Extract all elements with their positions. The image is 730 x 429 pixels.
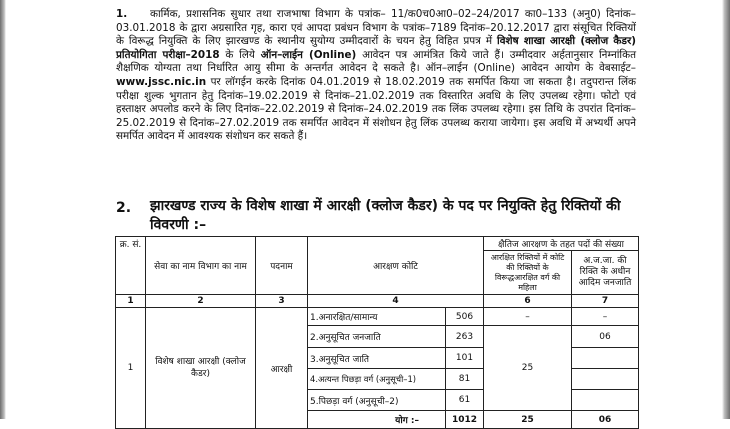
column-number-row [116, 295, 639, 308]
column-number: 7 [572, 295, 639, 308]
header-horizontal-reservation: क्षैतिज आरक्षण के तहत पदों की संख्या [484, 237, 639, 251]
women-cell: – [484, 308, 572, 326]
count-cell: 101 [446, 348, 484, 369]
header-service: सेवा का नाम विभाग का नाम [146, 237, 256, 295]
serial-cell: 1 [116, 308, 146, 429]
tribal-cell [572, 390, 639, 411]
tribal-cell: – [572, 308, 639, 326]
count-cell: 81 [446, 369, 484, 390]
header-post: पदनाम [256, 237, 308, 295]
paragraph-1-text-c: आवेदन पत्र आमंत्रित किये जाते हैं। उम्मीदवार अर्हतानुसार निम्नांकित शैक्षणिक योग्यता तथा निर्धारित आयु सीमा के अन्तर्गत आवेदन दे सकते है। ऑन–लाईन (Online) आवेदन आयोग के वेबसाईट– [116, 48, 636, 75]
table-header-row-1 [116, 237, 639, 251]
total-label: योग :– [308, 411, 446, 429]
service-cell: विशेष शाखा आरक्षी (क्लोज कैडर) [146, 308, 256, 429]
column-number: 4 [308, 295, 484, 308]
tribal-cell [572, 369, 639, 390]
header-serial: क्र. सं. [116, 237, 146, 295]
paragraph-1-text-b: के लिये [225, 48, 255, 61]
category-cell: 4.अत्यन्त पिछड़ा वर्ग (अनुसूची–1) [308, 369, 446, 390]
count-cell: 263 [446, 326, 484, 348]
paragraph-1-text-d: पर लॉगईन करके दिनांक 04.01.2019 से 18.02.2019 तक समर्पित किया जा सकता है। तदुपरान्त लिंक परीक्षा शुल्क भुगतान हेतु दिनांक–19.02.2019 से दिनांक–21.02.2019 तक विस्तारित अवधि के लिए उपलब्ध रहेगा। फोटो एवं हस्ताक्षर अपलोड करने के लिए दिनांक–22.02.2019 से दिनांक–24.02.2019 तक लिंक उपलब्ध रहेगा। इस तिथि के उपरांत दिनांक–25.02.2019 से दिनांक–27.02.2019 तक समर्पित आवेदन में संशोधन हेतु लिंक उपलब्ध कराया जायेगा। इस अवधि में अभ्यर्थी अपने समर्पित आवेदन में आवश्यक संशोधन कर सकते हैं। [116, 75, 636, 143]
scan-edge-left [0, 0, 6, 419]
post-cell: आरक्षी [256, 308, 308, 429]
header-women: आरक्षित रिक्तियों में कोटि की रिक्तियों के विरूद्धआरक्षित वर्ग की महिला [484, 251, 572, 295]
count-cell: 506 [446, 308, 484, 326]
paragraph-1-text-a: कार्मिक, प्रशासनिक सुधार तथा राजभाषा विभाग के पत्रांक– 11/क0च0आ0–02–24/2017 का0–133 (अनु0) दिनांक–03.01.2018 के द्वारा अग्रसारित गृह, कारा एवं आपदा प्रबंधन विभाग के पत्रांक–7189 दिनांक–20.12.2017 द्वारा संसूचित रिक्तियों के विरूद्ध नियुक्ति के लिए झारखण्ड के स्थानीय सुयोग्य उम्मीदवारों के चयन हेतु विहित प्रपत्र में [116, 8, 636, 48]
women-merged-cell: 25 [484, 326, 572, 411]
table-row [116, 308, 639, 326]
category-cell: 2.अनुसूचित जनजाति [308, 326, 446, 348]
tribal-cell [572, 348, 639, 369]
header-category: आरक्षण कोटि [308, 237, 484, 295]
vacancy-table [115, 236, 639, 429]
total-women: 25 [484, 411, 572, 429]
column-number: 1 [116, 295, 146, 308]
category-cell: 3.अनुसूचित जाति [308, 348, 446, 369]
column-number: 2 [146, 295, 256, 308]
exam-name: विशेष शाखा आरक्षी (क्लोज कैडर) प्रतियोगिता परीक्षा–2018 [116, 35, 636, 61]
total-count: 1012 [446, 411, 484, 429]
website-link: www.jssc.nic.in [116, 75, 207, 88]
paragraph-1 [116, 8, 636, 144]
count-cell: 61 [446, 390, 484, 411]
section-2-heading: झारखण्ड राज्य के विशेष शाखा में आरक्षी (क्लोज कैडर) के पद पर नियुक्ति हेतु रिक्तियों की विवरणी :– [150, 198, 621, 233]
category-cell: 5.पिछड़ा वर्ग (अनुसूची–2) [308, 390, 446, 411]
paragraph-1-number: 1. [116, 8, 128, 20]
total-tribal: 06 [572, 411, 639, 429]
online-mode: ऑन–लाईन (Online) [260, 48, 357, 61]
column-number: 6 [484, 295, 572, 308]
header-tribal: अ.ज.जा. की रिक्ति के अधीन आदिम जनजाति [572, 251, 639, 295]
scan-edge-right [722, 0, 730, 419]
section-2-number: 2. [116, 200, 132, 216]
category-cell: 1.अनारक्षित/सामान्य [308, 308, 446, 326]
tribal-cell: 06 [572, 326, 639, 348]
column-number: 3 [256, 295, 308, 308]
